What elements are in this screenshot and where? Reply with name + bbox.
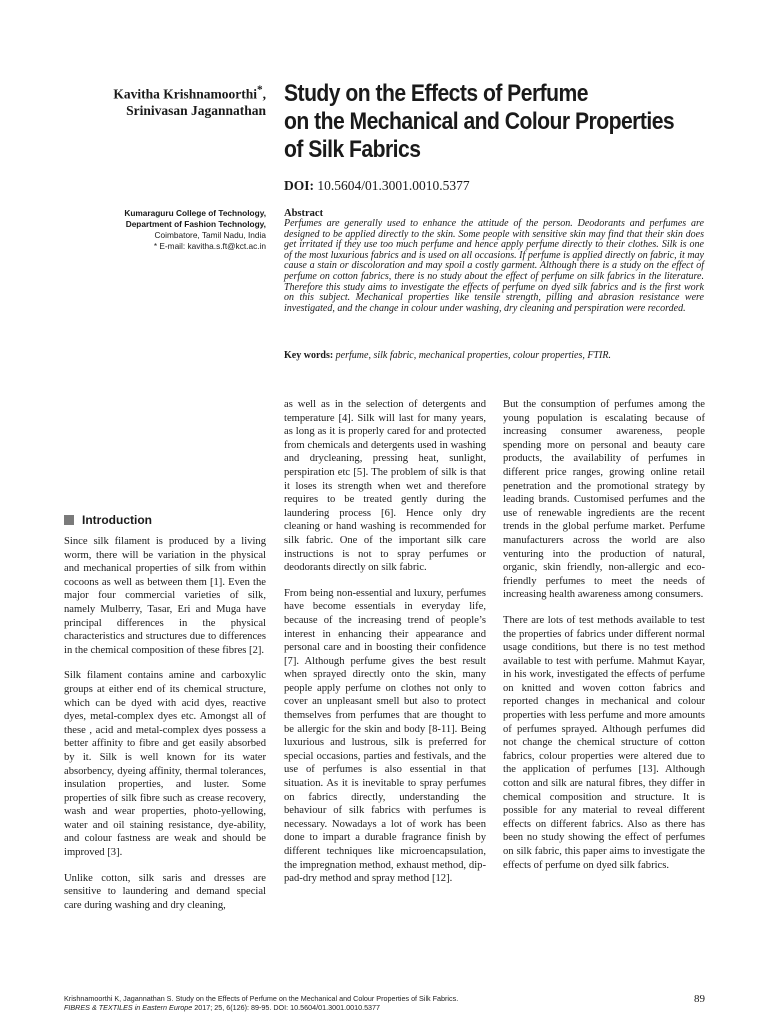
affiliation-institution: Kumaraguru College of Technology, <box>124 208 266 218</box>
keywords-label: Key words: <box>284 350 334 361</box>
text-column-1 <box>64 535 266 924</box>
section-heading-text: Introduction <box>82 513 152 527</box>
paragraph: as well as in the selection of detergents and temperature [4]. Silk will last for many years, as long as it is properly cared for and protected from chemicals and detergents used in washing and drycleaning, pressing heat, sunlight, perspiration etc [5]. The problem of silk is that it loses its strength when wet and therefore requires to be treated gently during the laundering process [6]. Hence only dry cleaning or hand washing is recommended for silk fabric. One of the important silk care instructions is not to spray perfumes or deodorants directly on silk fabric. <box>284 399 486 574</box>
paragraph: Silk filament contains amine and carboxylic groups at either end of its chemical structure, which can be dyed with acid dyes, reactive dyes, metal-complex dyes etc. Amongst all of these , acid and metal-complex dyes possess a better affinity to fibre and get easily absorbed by it. Silk is well known for its water absorbency, dyeing affinity, thermal tolerances, insulation properties, and luster. Some properties of silk fibre such as crease recovery, wash and wear properties, photo-yellowing, water and oil staining resistance, dye-ability, and colour fastness are weak and should be improved [3]. <box>64 670 266 859</box>
keywords-value: perfume, silk fabric, mechanical properties, colour properties, FTIR. <box>335 350 611 361</box>
doi-value[interactable]: 10.5604/01.3001.0010.5377 <box>317 178 470 193</box>
affiliation <box>40 208 266 252</box>
paragraph: But the consumption of perfumes among the young population is escalating because of increasing consumer awareness, people spending more on personal and beauty care products, the availability of perfumes in different price ranges, growing online retail penetration and the promotional strategy by leading brands. Customised perfumes and the use of renewable ingredients are the recent trends in the global perfume market. Perfume manufacturers across the world are also venturing into the production of natural, organic, skin friendly, non-allergic and eco-friendly perfumes to meet the needs of increasing health awareness among consumers. <box>503 399 705 601</box>
paragraph: From being non-essential and luxury, perfumes have become essentials in everyday life, because of the increasing trend of people’s interest in enhancing their appearance and personal care and in boosting their confidence [7]. Although perfume gives the best result when sprayed directly onto the skin, many people apply perfume on clothes not only to cover an unpleasant smell but also to protect themselves from perfumes that are thought to be allergic for the skin and body [8-11]. Being luxurious and lustrous, silk is preferred for special occasions, parties and festivals, and the use of perfumes is also essential in that situation. As it is inevitable to spray perfumes on fabrics directly, understanding the behaviour of silk fabrics with perfumes is necessary. Nowadays a lot of work has been done to impart a durable fragrance finish by different techniques like microencapsulation, the impregnation method, exhaust method, dip-pad-dry method and spray method [12]. <box>284 587 486 885</box>
doi-label: DOI: <box>284 178 314 193</box>
author-2: Srinivasan Jagannathan <box>126 102 266 118</box>
footer-journal-details: 2017; 25, 6(126): 89-95. DOI: 10.5604/01.3001.0010.5377 <box>192 1003 381 1012</box>
author-1 <box>40 82 266 103</box>
text-column-3 <box>503 398 705 884</box>
paper-title <box>284 80 724 164</box>
paragraph: Since silk filament is produced by a living worm, there will be variation in the physical and mechanical properties of silk from within cocoons as well as between them [1]. Even the major four commercial varieties of silk, namely Mulberry, Tasar, Eri and Muga have principal differences in the physical characteristics and structures due to differences in the chemical composition of these fibres [2]. <box>64 536 266 656</box>
abstract <box>284 208 704 314</box>
section-heading-introduction <box>64 513 152 527</box>
paragraph: There are lots of test methods available to test the properties of fabrics under different normal usage conditions, but there is no test method available to test with perfume. Mahmut Kayar, in his work, investigated the effects of perfume on knitted and woven cotton fabrics and reported changes in mechanical and colour properties with less perfume and more amounts of perfumes sprayed. Although perfumes did not change the chemical structure of cotton fabrics, colour properties were altered due to the application of perfumes [13]. Although cotton and silk are natural fibres, they differ in chemical composition and structure. It is possible for any material to reveal different effects on different fabrics. Also as there has been no study showing the effect of perfumes on silk fabric, this paper aims to investigate the effects of perfume on dyed silk fabrics. <box>503 614 705 871</box>
keywords <box>284 350 704 361</box>
author-1-name: Kavitha Krishnamoorthi <box>113 86 257 102</box>
affiliation-location: Coimbatore, Tamil Nadu, India <box>154 230 266 240</box>
footer-journal-line <box>64 1003 624 1012</box>
page-footer <box>64 994 624 1012</box>
abstract-heading: Abstract <box>284 208 324 219</box>
corresponding-mark: * <box>257 84 263 96</box>
affiliation-email: * E-mail: kavitha.s.ft@kct.ac.in <box>153 241 266 251</box>
author-list <box>40 82 266 119</box>
title-line-1: Study on the Effects of Perfume <box>284 80 588 107</box>
footer-journal: FIBRES & TEXTILES in Eastern Europe <box>64 1003 193 1012</box>
doi <box>284 178 470 194</box>
paragraph: Unlike cotton, silk saris and dresses are sensitive to laundering and demand special care during washing and dry cleaning, <box>64 872 266 911</box>
page-number: 89 <box>694 993 705 1005</box>
title-line-2: on the Mechanical and Colour Properties <box>284 108 675 135</box>
footer-citation: Krishnamoorthi K, Jagannathan S. Study on the Effects of Perfume on the Mechanical and Colour Properties of Silk Fabrics. <box>64 994 459 1003</box>
text-column-2 <box>284 398 486 898</box>
author-separator: , <box>262 86 266 102</box>
abstract-text: Perfumes are generally used to enhance the attitude of the person. Deodorants and perfumes are designed to be applied directly to the skin. Some people with sensitive skin may find that their skin does get irritated if they use too much perfume and hence apply perfume directly to their clothes. Silk is one of the most luxurious fabrics and is used on all occasions. If perfume is applied directly on fabric, it may cause a stain or discoloration and may spoil a costly garment. Although there is a study on the effect of perfume on cotton fabrics, there is no study about the effect of perfume on silk fabrics in the literature. Therefore this study aims to investigate the effects of perfume on dyed silk fabrics and is the first work on this subject. Mechanical properties like tensile strength, pilling and abrasion resistance were investigated, and the change in colour under washing, dry cleaning and perspiration were recorded. <box>284 218 704 314</box>
affiliation-department: Department of Fashion Technology, <box>125 219 266 229</box>
title-line-3: of Silk Fabrics <box>284 136 421 163</box>
section-marker-icon <box>64 515 74 525</box>
